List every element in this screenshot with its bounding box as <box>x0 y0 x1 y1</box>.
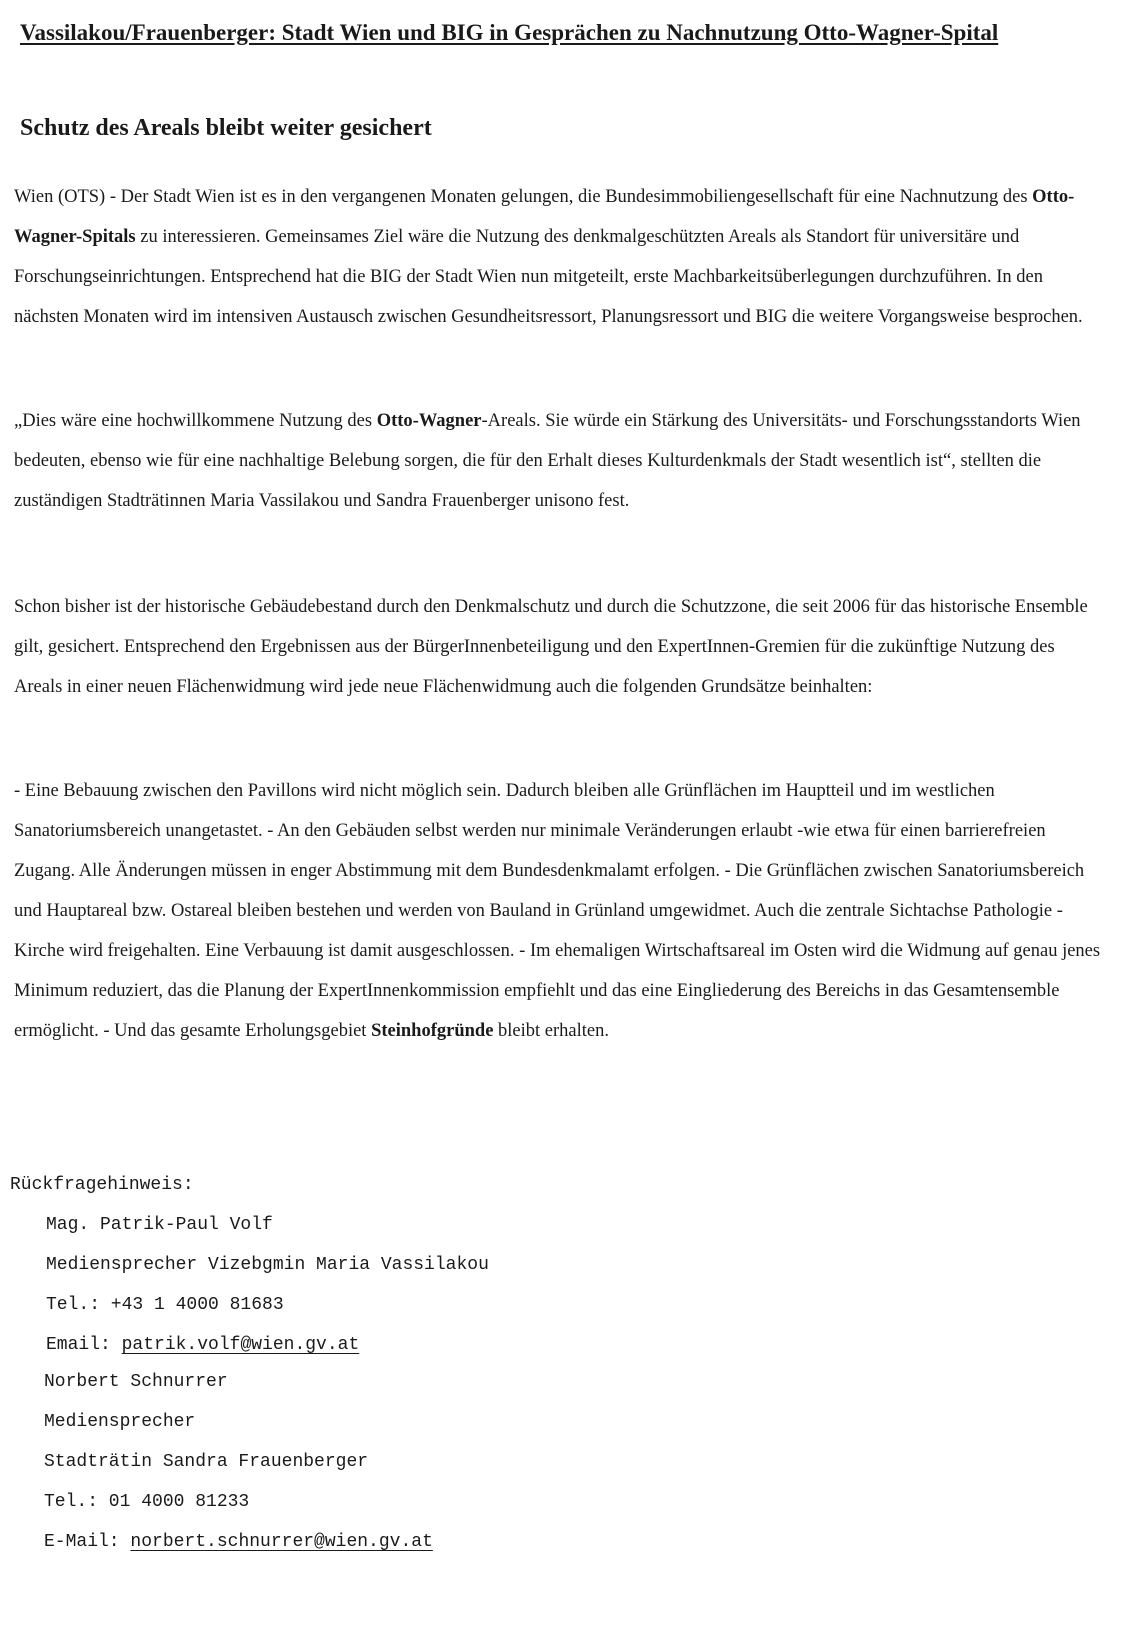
contact-2-email-link[interactable]: norbert.schnurrer@wien.gv.at <box>130 1532 433 1552</box>
contact-1-email-link[interactable]: patrik.volf@wien.gv.at <box>121 1335 360 1355</box>
contact-1-email-line <box>46 1325 746 1365</box>
contact-1-email-label: Email: <box>46 1335 122 1355</box>
paragraph-intro-bold: Otto-Wagner-Spitals <box>14 187 1075 247</box>
paragraph-principles-bold: Steinhofgründe <box>371 1021 494 1041</box>
contact-2-tel: Tel.: 01 4000 81233 <box>44 1492 250 1512</box>
contact-1-role: Mediensprecher Vizebgmin Maria Vassilakou <box>46 1255 489 1275</box>
contact-2-name: Norbert Schnurrer <box>44 1372 228 1392</box>
paragraph-quote-text-2: -Areals. Sie würde ein Stärkung des Universitäts- und Forschungsstandorts Wien bedeuten, ebenso wie für eine nachhaltige Belebung sorgen, die für den Erhalt dieses Kulturdenkmals der Stadt wesentlich ist“, stellten die zuständigen Stadträtinnen Maria Vassilakou und Sandra Frauenberger unisono fest. <box>14 411 1081 511</box>
contact-label: Rückfragehinweis: <box>10 1175 194 1195</box>
paragraph-intro-text-1: Wien (OTS) - Der Stadt Wien ist es in den vergangenen Monaten gelungen, die Bundesimmobiliengesellschaft für eine Nachnutzung des <box>14 187 1033 207</box>
contact-person-1 <box>46 1205 746 1365</box>
contact-2-email-line <box>44 1522 744 1562</box>
contact-1-name: Mag. Patrik-Paul Volf <box>46 1215 273 1235</box>
paragraph-intro-text-2: zu interessieren. Gemeinsames Ziel wäre die Nutzung des denkmalgeschützten Areals als Standort für universitäre und Forschungseinrichtungen. Entsprechend hat die BIG der Stadt Wien nun mitgeteilt, erste Machbarkeitsüberlegungen durchzuführen. In den nächsten Monaten wird im intensiven Austausch zwischen Gesundheitsressort, Planungsressort und BIG die weitere Vorgangsweise besprochen. <box>14 227 1083 327</box>
paragraph-principles <box>14 771 1104 1051</box>
contact-1-tel: Tel.: +43 1 4000 81683 <box>46 1295 284 1315</box>
subheadline: Schutz des Areals bleibt weiter gesichert <box>20 115 432 141</box>
contact-2-email-label: E-Mail: <box>44 1532 131 1552</box>
paragraph-intro <box>14 177 1104 337</box>
paragraph-principles-text-1: - Eine Bebauung zwischen den Pavillons wird nicht möglich sein. Dadurch bleiben alle Grünflächen im Hauptteil und im westlichen Sanatoriumsbereich unangetastet. - An den Gebäuden selbst werden nur minimale Veränderungen erlaubt -wie etwa für einen barrierefreien Zugang. Alle Änderungen müssen in enger Abstimmung mit dem Bundesdenkmalamt erfolgen. - Die Grünflächen zwischen Sanatoriumsbereich und Hauptareal bzw. Ostareal bleiben bestehen und werden von Bauland in Grünland umgewidmet. Auch die zentrale Sichtachse Pathologie - Kirche wird freigehalten. Eine Verbauung ist damit ausgeschlossen. - Im ehemaligen Wirtschaftsareal im Osten wird die Widmung auf genau jenes Minimum reduziert, das die Planung der ExpertInnenkommission empfiehlt und das eine Eingliederung des Bereichs in das Gesamtensemble ermöglicht. - Und das gesamte Erholungsgebiet <box>14 781 1101 1041</box>
paragraph-quote <box>14 401 1104 521</box>
contact-person-2 <box>44 1362 744 1562</box>
paragraph-quote-bold: Otto-Wagner <box>376 411 482 431</box>
paragraph-protection: Schon bisher ist der historische Gebäudebestand durch den Denkmalschutz und durch die Schutzzone, die seit 2006 für das historische Ensemble gilt, gesichert. Entsprechend den Ergebnissen aus der BürgerInnenbeteiligung und den ExpertInnen-Gremien für die zukünftige Nutzung des Areals in einer neuen Flächenwidmung wird jede neue Flächenwidmung auch die folgenden Grundsätze beinhalten: <box>14 597 1088 697</box>
contact-2-role: Mediensprecher <box>44 1412 196 1432</box>
paragraph-quote-text-1: „Dies wäre eine hochwillkommene Nutzung des <box>14 411 377 431</box>
headline: Vassilakou/Frauenberger: Stadt Wien und BIG in Gesprächen zu Nachnutzung Otto-Wagner-Spital <box>20 20 999 45</box>
contact-2-org: Stadträtin Sandra Frauenberger <box>44 1452 369 1472</box>
paragraph-principles-text-2: bleibt erhalten. <box>493 1021 609 1041</box>
